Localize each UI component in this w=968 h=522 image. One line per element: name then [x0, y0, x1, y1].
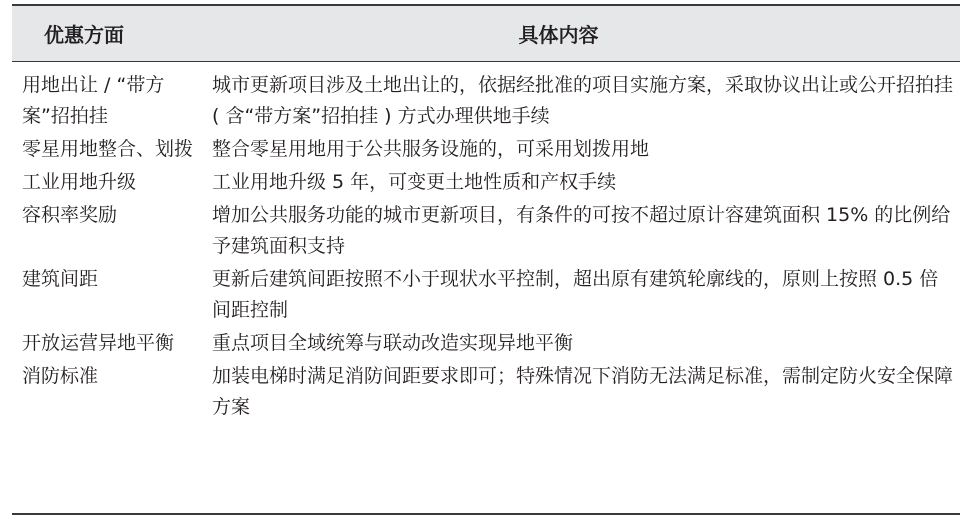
- table-body: [12, 62, 960, 423]
- header-content: 具体内容: [518, 23, 599, 47]
- row-content: 整合零星用地用于公共服务设施的，可采用划拨用地: [212, 138, 650, 160]
- row-aspect: 消防标准: [22, 365, 99, 387]
- row-content: 工业用地升级 5 年，可变更土地性质和产权手续: [212, 171, 617, 193]
- row-aspect: 工业用地升级: [22, 171, 137, 193]
- header-aspect: 优惠方面: [44, 23, 124, 47]
- table-row: [12, 328, 960, 359]
- bottom-rule: [12, 513, 960, 515]
- table-row: [12, 70, 960, 132]
- table-row: [12, 167, 960, 198]
- row-content: 增加公共服务功能的城市更新项目，有条件的可按不超过原计容建筑面积 15% 的比例给予建筑面积支持: [212, 204, 951, 257]
- table-row: [12, 361, 960, 423]
- row-content: 城市更新项目涉及土地出让的，依据经批准的项目实施方案，采取协议出让或公开招拍挂 ( 含“带方案”招拍挂 ) 方式办理供地手续: [212, 74, 954, 127]
- table-header: [12, 6, 960, 62]
- row-content: 加装电梯时满足消防间距要求即可；特殊情况下消防无法满足标准，需制定防火安全保障方案: [212, 365, 954, 418]
- row-content: 更新后建筑间距按照不小于现状水平控制，超出原有建筑轮廓线的，原则上按照 0.5 倍间距控制: [212, 268, 939, 321]
- policy-table: [12, 4, 960, 425]
- table-row: [12, 264, 960, 326]
- row-aspect: 用地出让 / “带方案”招拍挂: [22, 74, 165, 127]
- row-aspect: 建筑间距: [22, 268, 99, 290]
- table-row: [12, 134, 960, 165]
- row-aspect: 零星用地整合、划拨: [22, 138, 194, 160]
- row-aspect: 容积率奖励: [22, 204, 118, 226]
- row-aspect: 开放运营异地平衡: [22, 332, 175, 354]
- row-content: 重点项目全域统筹与联动改造实现异地平衡: [212, 332, 574, 354]
- table-row: [12, 200, 960, 262]
